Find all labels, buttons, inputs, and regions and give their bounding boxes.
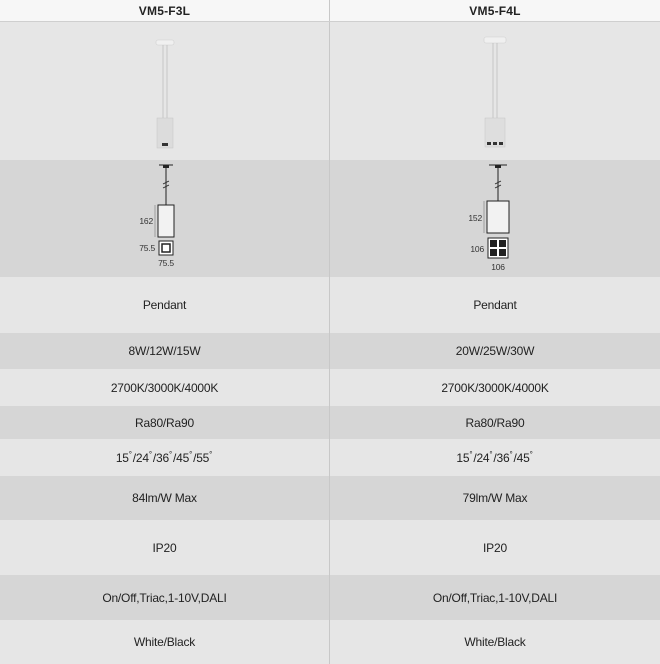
efficacy-right: 79lm/W Max [330,476,660,520]
beam-angle-value: /55° [193,449,213,465]
pendant-light-image [135,22,195,160]
finish-left: White/Black [0,620,330,664]
product-image-right [330,22,660,160]
bottom-width-label: 75.5 [157,258,174,268]
finish-right: White/Black [330,620,660,664]
cri-right: Ra80/Ra90 [330,406,660,439]
dimming-row [0,575,660,620]
beam-angle-value: /24° [473,449,493,465]
efficacy-left: 84lm/W Max [0,476,330,520]
beam-angle-right [330,439,660,476]
side-width-label: 106 [470,244,484,254]
beam-angle-value: /24° [132,449,152,465]
dimming-right: On/Off,Triac,1-10V,DALI [330,575,660,620]
beam-angle-value: 15° [456,449,473,465]
cri-left: Ra80/Ra90 [0,406,330,439]
dimension-drawing-left [0,160,330,277]
power-right: 20W/25W/30W [330,333,660,369]
finish-row [0,620,660,664]
dimension-drawing [127,160,197,277]
beam-angle-row [0,439,660,476]
beam-angle-value: 15° [115,449,132,465]
bottom-width-label: 106 [491,262,505,272]
height-label: 162 [138,216,153,226]
dimming-left: On/Off,Triac,1-10V,DALI [0,575,330,620]
header-row [0,0,660,22]
cri-row [0,406,660,439]
product-image-left [0,22,330,160]
ip-row [0,520,660,575]
dimension-drawing [457,160,527,277]
ip-left: IP20 [0,520,330,575]
beam-angle-value: /45° [513,449,533,465]
ip-right: IP20 [330,520,660,575]
side-width-label: 75.5 [138,243,155,253]
model-name-right: VM5-F4L [330,0,660,21]
dimension-row [0,160,660,277]
cct-row [0,369,660,406]
beam-angle-value: /36° [493,449,513,465]
pendant-light-image [465,22,525,160]
beam-angle-value: /45° [172,449,193,465]
dimension-drawing-right [330,160,660,277]
efficacy-row [0,476,660,520]
height-label: 152 [468,213,482,223]
cct-left: 2700K/3000K/4000K [0,369,330,406]
cct-right: 2700K/3000K/4000K [330,369,660,406]
product-image-row [0,22,660,160]
model-name-left: VM5-F3L [0,0,330,21]
type-row [0,277,660,333]
type-left: Pendant [0,277,330,333]
type-right: Pendant [330,277,660,333]
power-left: 8W/12W/15W [0,333,330,369]
beam-angle-left [0,439,330,476]
power-row [0,333,660,369]
beam-angle-value: /36° [152,449,172,465]
